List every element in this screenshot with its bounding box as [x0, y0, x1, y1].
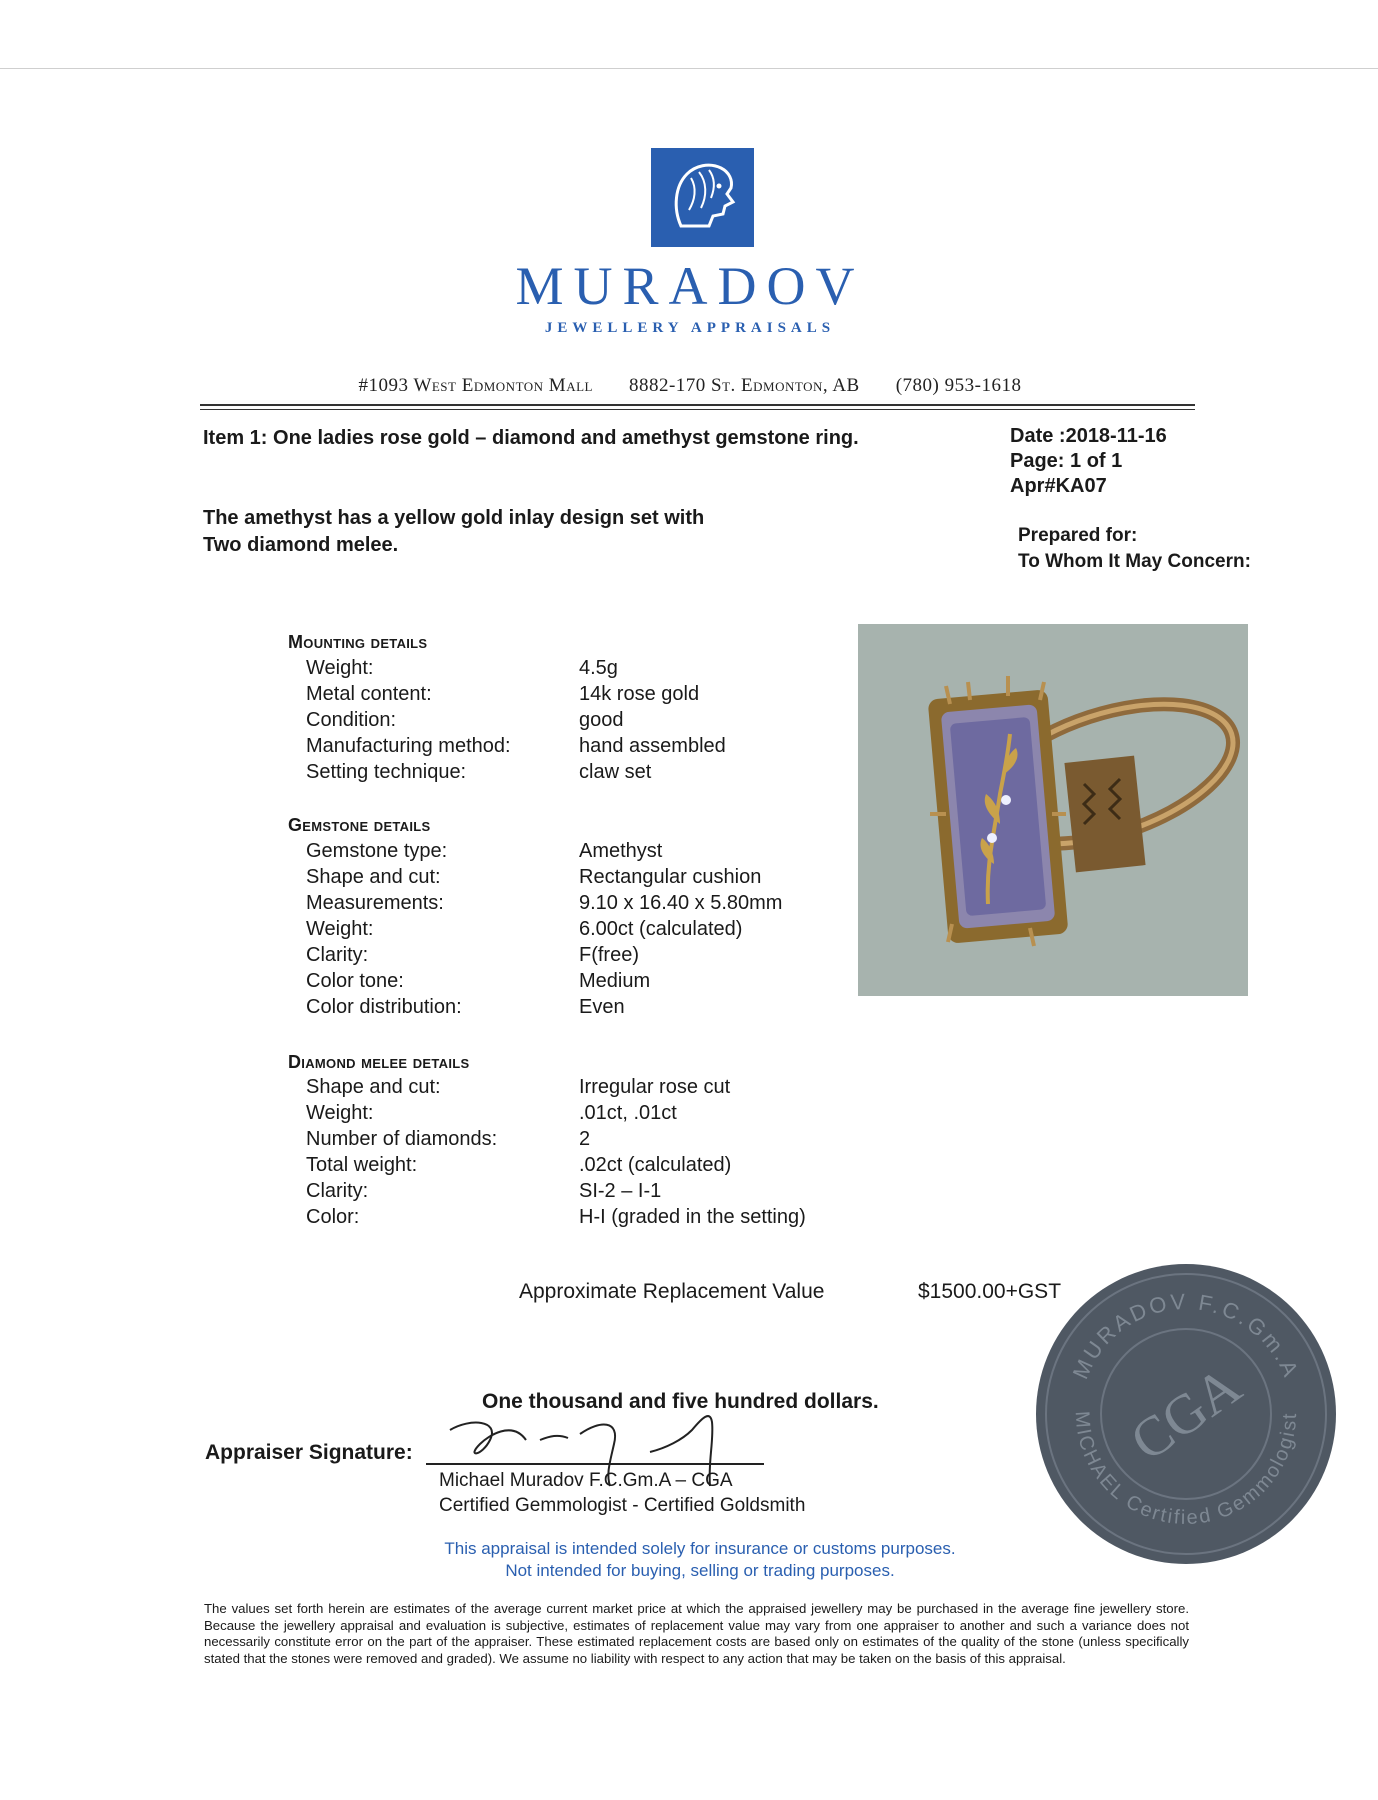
item-title: Item 1: One ladies rose gold – diamond and amethyst gemstone ring. [203, 427, 859, 449]
mounting-row: Metal content: 14k rose gold [306, 683, 700, 705]
mounting-row: Condition: good [306, 709, 624, 731]
mounting-row: Setting technique: claw set [306, 761, 652, 783]
mounting-section-title: Mounting details [288, 632, 428, 652]
cga-seal [1032, 1260, 1340, 1568]
header-divider-thin [200, 409, 1195, 410]
mounting-row: Weight: 4.5g [306, 657, 618, 679]
diamond-row: Number of diamonds: 2 [306, 1128, 591, 1150]
purpose-notice: This appraisal is intended solely for insurance or customs purposes. Not intended for buying, selling or trading purposes. [444, 1539, 956, 1580]
prepared-for [1018, 523, 1251, 575]
value-in-words: One thousand and five hundred dollars. [482, 1390, 879, 1413]
diamond-row: Weight: .01ct, .01ct [306, 1102, 677, 1124]
appraisal-date: Date :2018-11-16 [1010, 425, 1167, 447]
appraisal-meta [1010, 424, 1167, 499]
ring-photo [858, 624, 1248, 996]
signature-label: Appraiser Signature: [205, 1441, 413, 1464]
gemstone-row: Measurements: 9.10 x 16.40 x 5.80mm [306, 892, 783, 914]
seal-bottom-text: MICHAEL Certified Gemmologist [1070, 1410, 1302, 1530]
seal-top-text: MURADOV F.C.Gm.A [1067, 1288, 1305, 1383]
prepared-for-value: To Whom It May Concern: [1018, 551, 1251, 572]
diamond-row: Total weight: .02ct (calculated) [306, 1154, 732, 1176]
mounting-row: Manufacturing method: hand assembled [306, 735, 726, 757]
header-divider [200, 404, 1195, 406]
address-mall: #1093 West Edmonton Mall [358, 375, 593, 396]
item-description: The amethyst has a yellow gold inlay design set with Two diamond melee. [203, 507, 705, 556]
diamond-row: Color: H-I (graded in the setting) [306, 1206, 806, 1228]
diamond-row: Shape and cut: Irregular rose cut [306, 1076, 731, 1098]
address-street: 8882-170 St. Edmonton, AB [628, 375, 860, 396]
gemstone-row: Gemstone type: Amethyst [306, 840, 663, 862]
gemstone-row: Shape and cut: Rectangular cushion [306, 866, 762, 888]
appraisal-number: Apr#KA07 [1010, 475, 1107, 497]
gemstone-row: Weight: 6.00ct (calculated) [306, 918, 743, 940]
replacement-value-label: Approximate Replacement Value [519, 1280, 825, 1303]
diamond-section-title: Diamond melee details [288, 1052, 470, 1072]
lion-head-icon [651, 148, 754, 247]
prepared-for-label: Prepared for: [1018, 525, 1138, 546]
gemstone-row: Color tone: Medium [306, 970, 651, 992]
seal-center-text: CGA [1119, 1354, 1253, 1474]
top-border [0, 68, 1378, 69]
page-number: Page: 1 of 1 [1010, 450, 1123, 472]
gemstone-section-title: Gemstone details [288, 815, 431, 835]
appraiser-title: Certified Gemmologist - Certified Goldsmith [439, 1495, 806, 1516]
appraiser-name: Michael Muradov F.C.Gm.A – CGA [439, 1470, 733, 1491]
replacement-value-amount: $1500.00+GST [918, 1280, 1062, 1303]
business-address [200, 375, 1180, 397]
disclaimer-text: The values set forth herein are estimates of the average current market price at which the appraised jewellery may be purchased in the average fine jewellery store. Because the jewellery appraisal and evaluation is subjective, estimates of replacement value may vary from one appraiser to another and such a variance does not necessarily constitute error on the part of the appraiser. These estimated replacement costs are based only on estimates of the quality of the stone (unless specifically stated that the stones were removed and graded). We assume no liability with respect to any action that may be taken on the basis of this appraisal. [204, 1601, 1189, 1666]
brand-tagline: JEWELLERY APPRAISALS [544, 320, 836, 336]
phone-number: (780) 953-1618 [895, 375, 1022, 396]
gemstone-row: Clarity: F(free) [306, 944, 639, 966]
diamond-row: Clarity: SI-2 – I-1 [306, 1180, 662, 1202]
gemstone-row: Color distribution: Even [306, 996, 625, 1018]
brand-name: MURADOV [515, 256, 865, 316]
